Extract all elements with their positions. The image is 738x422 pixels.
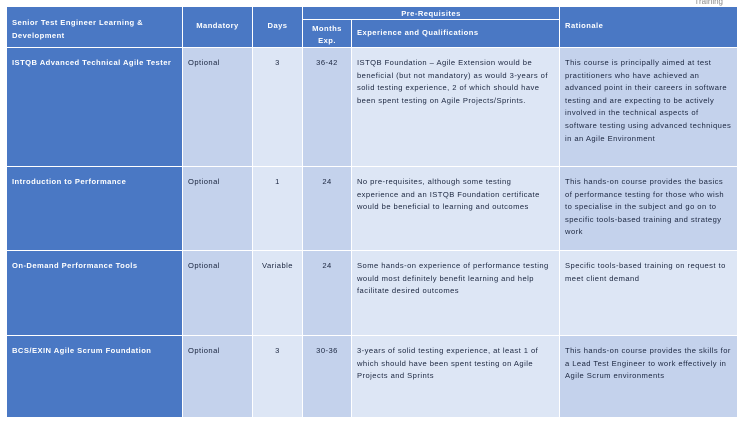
mandatory-cell: Optional <box>183 48 253 167</box>
months-cell: 24 <box>303 167 352 251</box>
days-cell: 3 <box>253 336 303 418</box>
table-row <box>7 336 738 418</box>
header-experience: Experience and Qualifications <box>352 20 560 48</box>
course-name: Introduction to Performance <box>7 167 183 251</box>
months-cell: 36-42 <box>303 48 352 167</box>
header-course: Senior Test Engineer Learning & Development <box>7 7 183 48</box>
table-row <box>7 48 738 167</box>
days-cell: 3 <box>253 48 303 167</box>
experience-cell: Some hands-on experience of performance testing would most definitely benefit learning and help facilitate desired outcomes <box>352 251 560 336</box>
rationale-cell: This hands-on course provides the basics of performance testing for those who wish to specialise in the subject and go on to specific tools-based training and strategy work <box>560 167 738 251</box>
table-row <box>7 167 738 251</box>
curriculum-table <box>6 6 738 418</box>
days-cell: Variable <box>253 251 303 336</box>
header-prerequisites: Pre-Requisites <box>303 7 560 20</box>
rationale-cell: This course is principally aimed at test practitioners who have achieved an advanced point in their careers in software testing and are expecting to be actively involved in the technical aspects of software testing using advanced techniques in an Agile Environment <box>560 48 738 167</box>
rationale-cell: Specific tools-based training on request to meet client demand <box>560 251 738 336</box>
header-months: Months Exp. <box>303 20 352 48</box>
rationale-cell: This hands-on course provides the skills for a Lead Test Engineer to work effectively in Agile Scrum environments <box>560 336 738 418</box>
months-cell: 24 <box>303 251 352 336</box>
mandatory-cell: Optional <box>183 167 253 251</box>
course-name: BCS/EXIN Agile Scrum Foundation <box>7 336 183 418</box>
experience-cell: 3-years of solid testing experience, at least 1 of which should have been spent testing on Agile Projects and Sprints <box>352 336 560 418</box>
course-name: On-Demand Performance Tools <box>7 251 183 336</box>
months-cell: 30-36 <box>303 336 352 418</box>
mandatory-cell: Optional <box>183 251 253 336</box>
days-cell: 1 <box>253 167 303 251</box>
header-rationale: Rationale <box>560 7 738 48</box>
header-mandatory: Mandatory <box>183 7 253 48</box>
mandatory-cell: Optional <box>183 336 253 418</box>
corner-tag: Training <box>694 0 723 6</box>
experience-cell: ISTQB Foundation – Agile Extension would be beneficial (but not mandatory) as would 3-years of solid testing experience, 2 of which should have been spent testing on Agile Projects/Sprints. <box>352 48 560 167</box>
course-name: ISTQB Advanced Technical Agile Tester <box>7 48 183 167</box>
table-row <box>7 251 738 336</box>
experience-cell: No pre-requisites, although some testing experience and an ISTQB Foundation certificate would be beneficial to learning and outcomes <box>352 167 560 251</box>
header-days: Days <box>253 7 303 48</box>
